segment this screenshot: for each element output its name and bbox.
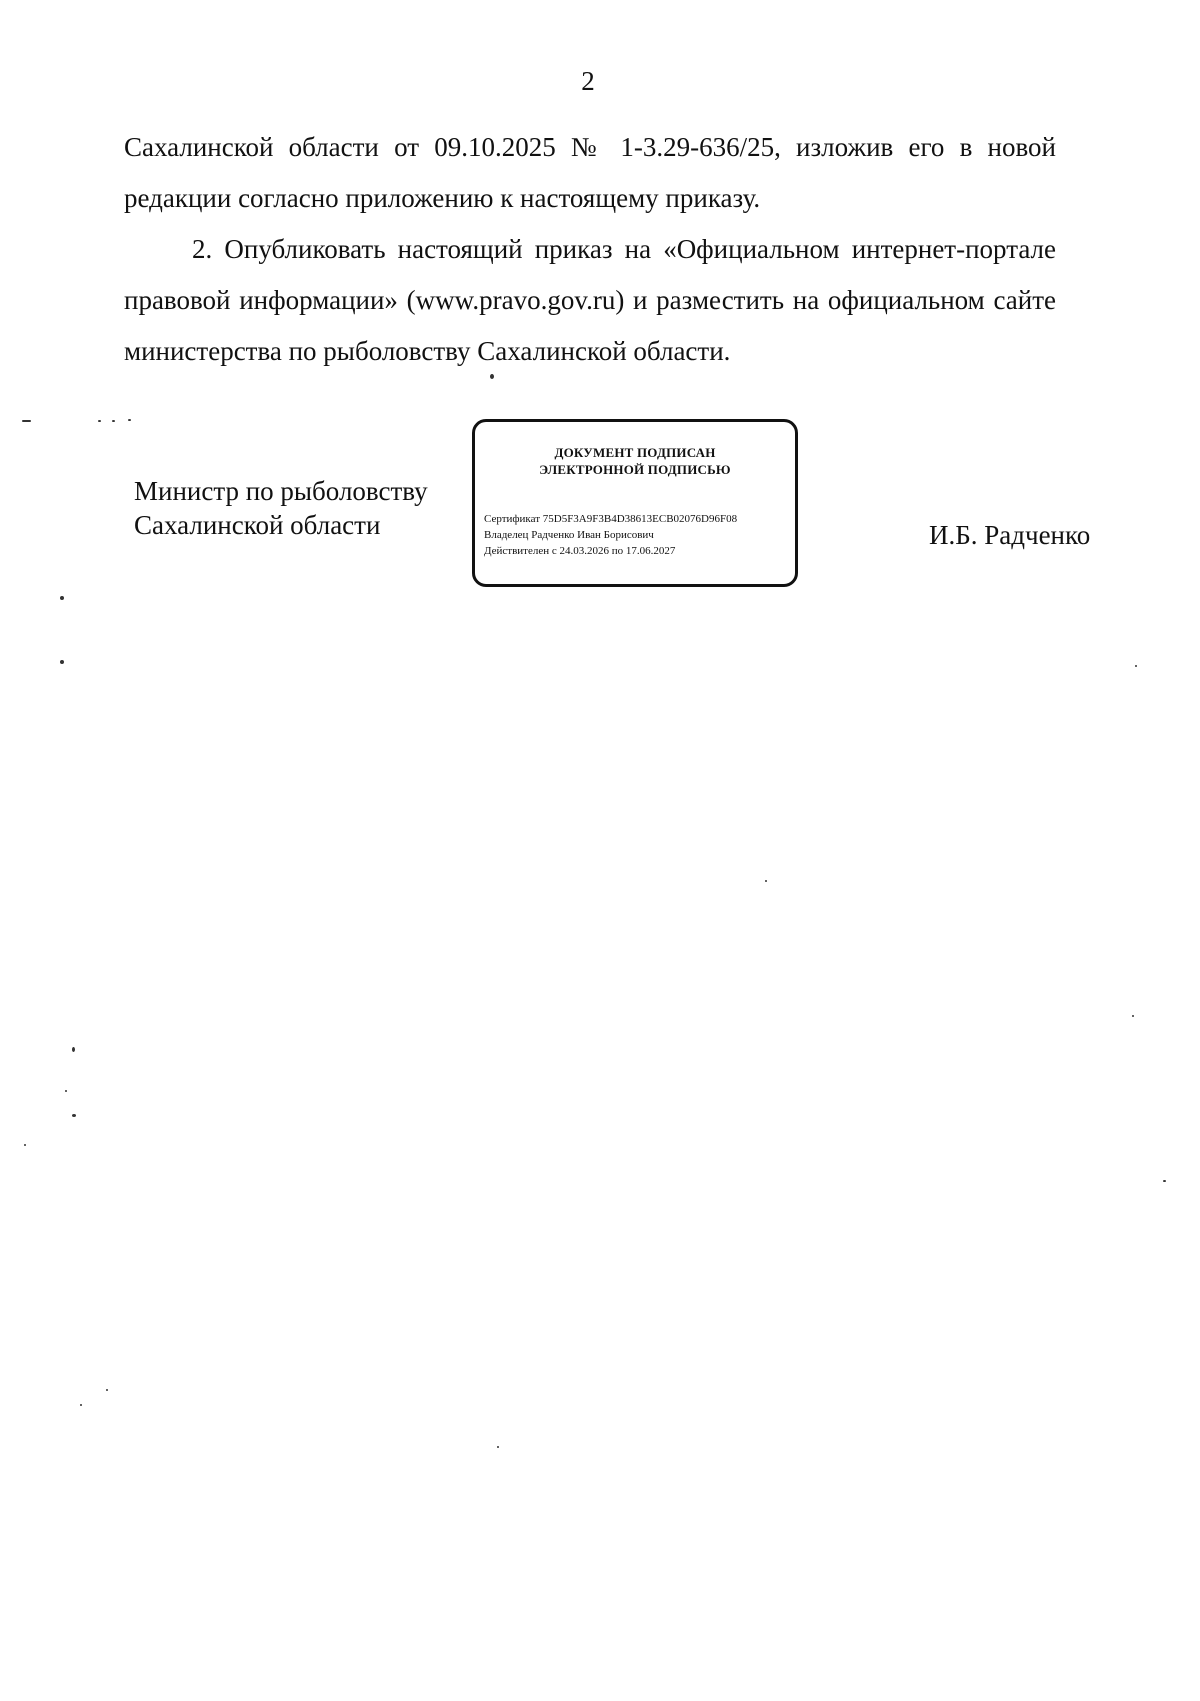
- signer-title: [134, 474, 428, 542]
- scan-speck: [490, 374, 494, 379]
- stamp-heading-line-1: ДОКУМЕНТ ПОДПИСАН: [554, 445, 716, 460]
- paragraph-continuation: Сахалинской области от 09.10.2025 № 1-3.29-636/25, изложив его в новой редакции согласно приложению к настоящему приказу.: [124, 132, 1056, 213]
- stamp-heading-line-2: ЭЛЕКТРОННОЙ ПОДПИСЬЮ: [539, 462, 731, 477]
- scan-speck: [60, 596, 64, 600]
- scan-speck: [1163, 1180, 1166, 1182]
- signer-name: И.Б. Радченко: [929, 520, 1091, 550]
- signer-title-line-2: Сахалинской области: [134, 510, 381, 540]
- stamp-validity: Действителен с 24.03.2026 по 17.06.2027: [484, 545, 676, 557]
- scan-speck: [72, 1047, 75, 1052]
- scan-speck: [80, 1404, 82, 1406]
- paragraph-publication: 2. Опубликовать настоящий приказ на «Официальном интернет-портале правовой информации» (www.pravo.gov.ru) и разместить на официальном сайте министерства по рыболовству Сахалинской области.: [124, 234, 1056, 366]
- scan-speck: [72, 1114, 76, 1117]
- scan-speck: [128, 419, 131, 421]
- scan-speck: [112, 420, 115, 422]
- scan-speck: [24, 1144, 26, 1146]
- page-number: 2: [581, 66, 595, 96]
- electronic-signature-stamp: [472, 419, 798, 587]
- scan-speck: [60, 660, 64, 664]
- scan-speck: [98, 420, 101, 422]
- scan-speck: [22, 420, 31, 422]
- scan-speck: [497, 1446, 499, 1448]
- scan-speck: [65, 1090, 67, 1092]
- scan-speck: [1132, 1015, 1134, 1017]
- scan-speck: [1135, 665, 1137, 667]
- stamp-owner: Владелец Радченко Иван Борисович: [484, 529, 654, 541]
- signer-title-line-1: Министр по рыболовству: [134, 476, 428, 506]
- stamp-certificate: Сертификат 75D5F3A9F3B4D38613ECB02076D96F08: [484, 513, 738, 525]
- stamp-heading: [475, 444, 795, 478]
- document-body: [124, 122, 1056, 377]
- scan-speck: [765, 880, 767, 882]
- stamp-details: [484, 511, 737, 559]
- scan-speck: [106, 1389, 108, 1391]
